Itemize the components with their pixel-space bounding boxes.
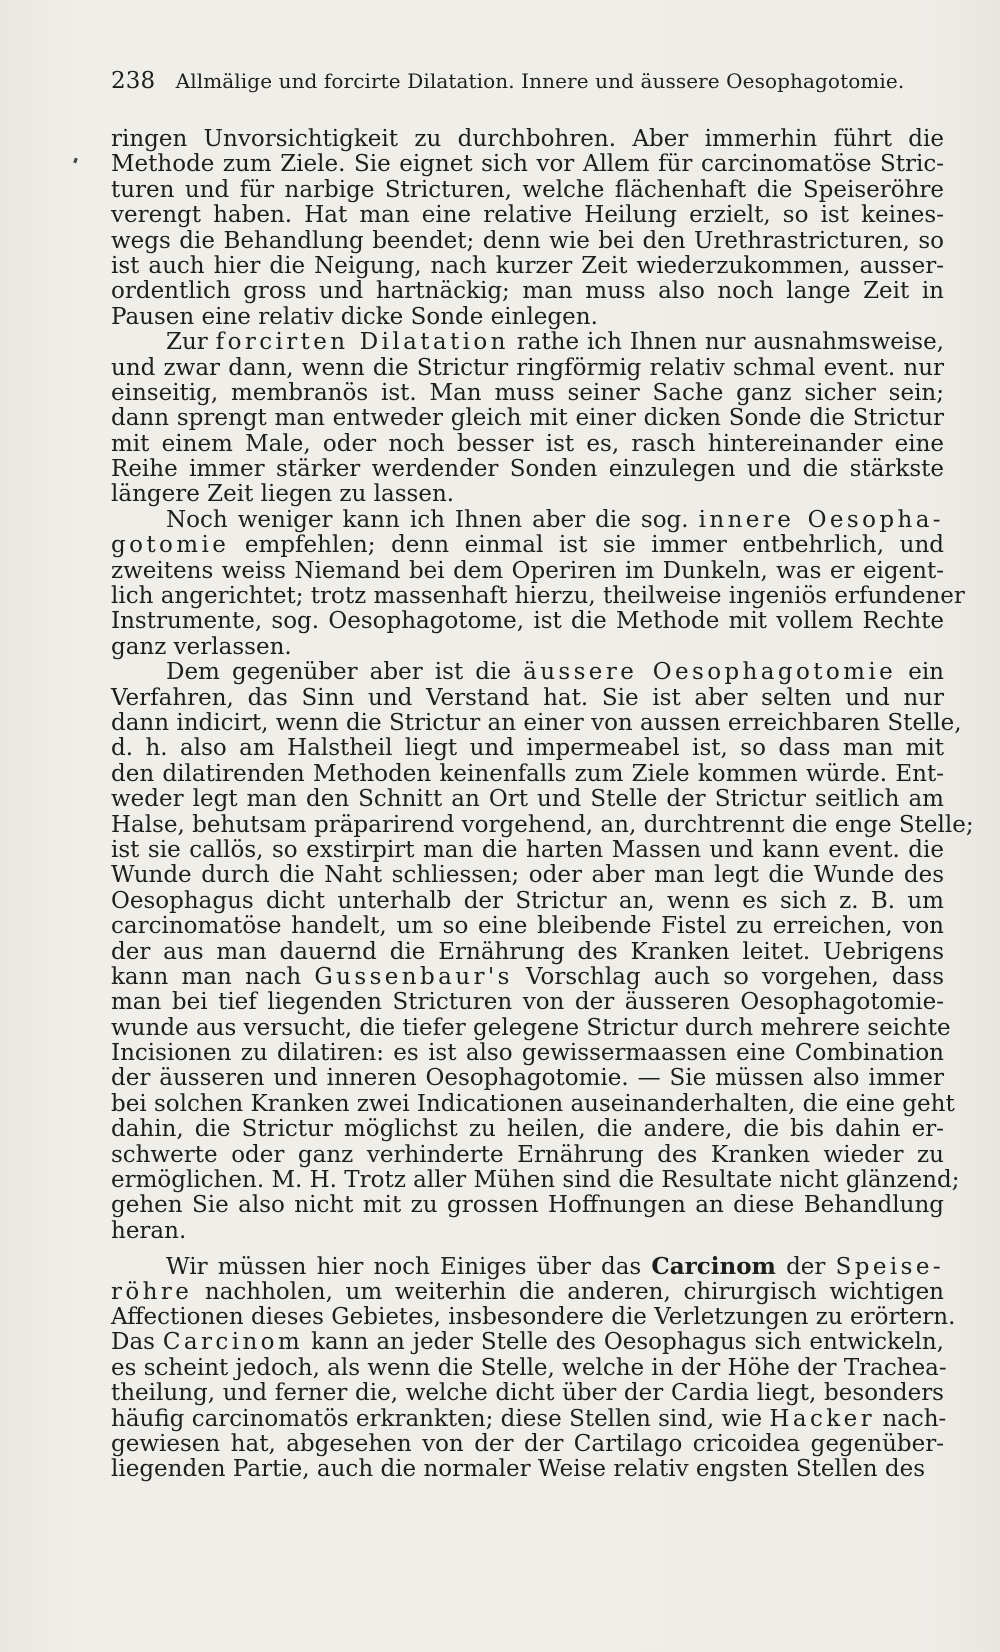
emphasized-term: gotomie: [111, 532, 230, 559]
page-number: 238: [111, 68, 156, 94]
text-segment: bei solchen Kranken zwei Indicationen auseinanderhalten, die eine geht: [111, 1090, 955, 1117]
text-segment: der aus man dauernd die Ernährung des Kranken leitet. Uebrigens: [111, 938, 944, 965]
text-line: [111, 127, 944, 152]
body-text: [111, 126, 974, 1483]
text-line: [111, 1354, 947, 1381]
text-line: [111, 1066, 944, 1091]
text-segment: Noch weniger kann ich Ihnen aber die sog.: [166, 506, 699, 533]
text-line: [111, 1432, 944, 1457]
text-segment: Dem gegenüber aber ist die: [166, 659, 524, 686]
text-line: [111, 940, 944, 965]
text-line: [111, 787, 944, 812]
emphasized-term: forcirten Dilatation: [215, 329, 509, 356]
text-line: [111, 1041, 944, 1066]
text-segment: dann indicirt, wenn die Strictur an einer von aussen erreichbaren Stelle,: [111, 709, 962, 736]
text-line: [111, 152, 944, 177]
text-segment: kann an jeder Stelle des Oesophagus sich entwickeln,: [303, 1329, 944, 1356]
text-segment: Reihe immer stärker werdender Sonden einzulegen und die stärkste: [111, 456, 944, 483]
text-segment: dahin, die Strictur möglichst zu heilen, die andere, die bis dahin er-: [111, 1116, 944, 1143]
text-line: [111, 635, 944, 660]
text-line: [111, 254, 944, 279]
text-segment: theilung, und ferner die, welche dicht über der Cardia liegt, besonders: [111, 1380, 944, 1407]
text-segment: carcinomatöse handelt, um so eine bleibende Fistel zu erreichen, von: [111, 913, 944, 940]
text-line: [111, 1381, 944, 1406]
text-line: [111, 965, 944, 990]
text-segment: man bei tief liegenden Stricturen von der äusseren Oesophagotomie-: [111, 989, 944, 1016]
text-line: [111, 330, 944, 355]
text-line: [111, 1117, 944, 1142]
text-line: [111, 457, 944, 482]
emphasized-term: Hacker: [769, 1405, 876, 1432]
text-segment: wegs die Behandlung beendet; denn wie bei den Urethrastricturen, so: [111, 227, 944, 254]
text-line: [111, 1014, 951, 1041]
emphasized-term: innere Oesopha-: [698, 506, 944, 533]
text-segment: häufig carcinomatös erkrankten; diese Stellen sind, wie: [111, 1405, 770, 1432]
text-line: [111, 178, 944, 203]
text-segment: gewiesen hat, abgesehen von der der Cartilago cricoidea gegenüber-: [111, 1430, 944, 1457]
text-line: [111, 889, 944, 914]
text-segment: Das: [111, 1329, 163, 1356]
text-line: [111, 811, 974, 838]
text-line: [111, 1303, 956, 1330]
text-line: [111, 762, 944, 787]
text-segment: Zur: [166, 329, 216, 356]
text-line: [111, 1405, 947, 1432]
text-line: [111, 1167, 960, 1194]
text-line: [111, 381, 944, 406]
text-line: [111, 305, 944, 330]
text-line: [111, 508, 944, 533]
emphasized-term: röhre: [111, 1278, 193, 1305]
text-segment: Halse, behutsam präparirend vorgehend, an, durchtrennt die enge Stelle;: [111, 811, 974, 838]
text-line: [111, 533, 944, 558]
text-segment: dann sprengt man entweder gleich mit einer dicken Sonde die Strictur: [111, 405, 944, 432]
emphasized-term: Speise-: [835, 1254, 945, 1281]
running-title: Allmälige und forcirte Dilatation. Innere und äussere Oesophagotomie.: [175, 69, 905, 93]
text-segment: der: [775, 1254, 836, 1281]
text-segment: lich angerichtet; trotz massenhaft hierzu, theilweise ingeniös erfundener: [111, 583, 965, 610]
text-line: [111, 686, 944, 711]
text-line: [111, 609, 944, 634]
text-segment: ordentlich gross und hartnäckig; man muss also noch lange Zeit in: [111, 278, 944, 305]
text-segment: empfehlen; denn einmal ist sie immer entbehrlich, und: [229, 532, 944, 559]
text-segment: d. h. also am Halstheil liegt und impermeabel ist, so dass man mit: [111, 735, 944, 762]
text-segment: Affectionen dieses Gebietes, insbesondere die Verletzungen zu erörtern.: [111, 1303, 956, 1330]
text-line: [111, 559, 944, 584]
text-segment: längere Zeit liegen zu lassen.: [111, 481, 455, 508]
text-segment: ist auch hier die Neigung, nach kurzer Zeit wiederzukommen, ausser-: [111, 252, 944, 279]
text-line: [111, 1193, 944, 1218]
emphasized-term: Carcinom: [162, 1329, 304, 1356]
text-line: [111, 1143, 944, 1168]
text-segment: Wir müssen hier noch Einiges über das: [166, 1254, 652, 1281]
text-segment: mit einem Male, oder noch besser ist es, rasch hintereinander eine: [111, 430, 944, 457]
text-segment: Instrumente, sog. Oesophagotome, ist die Methode mit vollem Rechte: [111, 608, 944, 635]
text-line: [111, 660, 944, 685]
text-line: [111, 838, 944, 863]
text-line: [111, 203, 944, 228]
text-segment: ermöglichen. M. H. Trotz aller Mühen sind die Resultate nicht glänzend;: [111, 1167, 960, 1194]
text-segment: Verfahren, das Sinn und Verstand hat. Sie ist aber selten und nur: [111, 684, 944, 711]
text-segment: Methode zum Ziele. Sie eignet sich vor Allem für carcinomatöse Stric-: [111, 151, 944, 178]
text-line: [111, 432, 944, 457]
text-segment: verengt haben. Hat man eine relative Heilung erzielt, so ist keines-: [111, 202, 944, 229]
text-segment: den dilatirenden Methoden keinenfalls zum Ziele kommen würde. Ent-: [111, 760, 944, 787]
text-line: [111, 583, 965, 610]
text-segment: nach-: [875, 1405, 947, 1432]
text-segment: weder legt man den Schnitt an Ort und Stelle der Strictur seitlich am: [111, 786, 944, 813]
text-line: [111, 1280, 944, 1305]
text-line: [111, 1254, 944, 1279]
margin-mark: [73, 158, 78, 164]
text-segment: der äusseren und inneren Oesophagotomie. — Sie müssen also immer: [111, 1065, 944, 1092]
text-segment: kann man nach: [111, 963, 315, 990]
paragraph-gap: [111, 1244, 944, 1254]
text-line: [111, 863, 944, 888]
text-line: [111, 279, 944, 304]
text-segment: ist sie callös, so exstirpirt man die harten Massen und kann event. die: [111, 836, 944, 863]
text-segment: liegenden Partie, auch die normaler Weise relativ engsten Stellen des: [111, 1456, 926, 1483]
emphasized-term: Carcinom: [651, 1253, 776, 1281]
text-segment: ringen Unvorsichtigkeit zu durchbohren. Aber immerhin führt die: [111, 126, 944, 152]
text-line: [111, 1457, 944, 1482]
text-segment: einseitig, membranös ist. Man muss seiner Sache ganz sicher sein;: [111, 379, 944, 406]
text-segment: gehen Sie also nicht mit zu grossen Hoffnungen an diese Behandlung: [111, 1192, 944, 1219]
emphasized-term: äussere Oesophagotomie: [523, 659, 897, 686]
text-segment: schwerte oder ganz verhinderte Ernährung des Kranken wieder zu: [111, 1141, 944, 1168]
text-line: [111, 1330, 944, 1355]
text-line: [111, 229, 944, 254]
text-segment: zweitens weiss Niemand bei dem Operiren im Dunkeln, was er eigent-: [111, 557, 944, 584]
text-segment: Vorschlag auch so vorgehen, dass: [512, 963, 944, 990]
text-segment: und zwar dann, wenn die Strictur ringförmig relativ schmal event. nur: [111, 354, 944, 381]
text-segment: heran.: [111, 1217, 187, 1244]
text-segment: wunde aus versucht, die tiefer gelegene Strictur durch mehrere seichte: [111, 1014, 951, 1041]
emphasized-term: Gussenbaur's: [314, 963, 513, 990]
text-line: [111, 990, 944, 1015]
running-header: [111, 68, 911, 94]
text-line: [111, 914, 944, 939]
text-segment: es scheint jedoch, als wenn die Stelle, welche in der Höhe der Trachea-: [111, 1354, 947, 1381]
text-line: [111, 482, 944, 507]
text-segment: Pausen eine relativ dicke Sonde einlegen.: [111, 303, 598, 330]
text-line: [111, 406, 944, 431]
text-line: [111, 736, 944, 761]
text-line: [111, 1219, 944, 1244]
text-line: [111, 356, 944, 381]
text-line: [111, 709, 962, 736]
text-segment: ein: [896, 659, 944, 686]
text-segment: rathe ich Ihnen nur ausnahmsweise,: [508, 329, 944, 356]
text-segment: turen und für narbige Stricturen, welche flächenhaft die Speiseröhre: [111, 176, 944, 203]
text-segment: Incisionen zu dilatiren: es ist also gewissermaassen eine Combination: [111, 1040, 944, 1067]
text-segment: nachholen, um weiterhin die anderen, chirurgisch wichtigen: [192, 1278, 944, 1305]
text-line: [111, 1090, 955, 1117]
text-segment: Wunde durch die Naht schliessen; oder aber man legt die Wunde des: [111, 862, 944, 889]
text-segment: ganz verlassen.: [111, 633, 292, 660]
text-segment: Oesophagus dicht unterhalb der Strictur an, wenn es sich z. B. um: [111, 887, 944, 914]
